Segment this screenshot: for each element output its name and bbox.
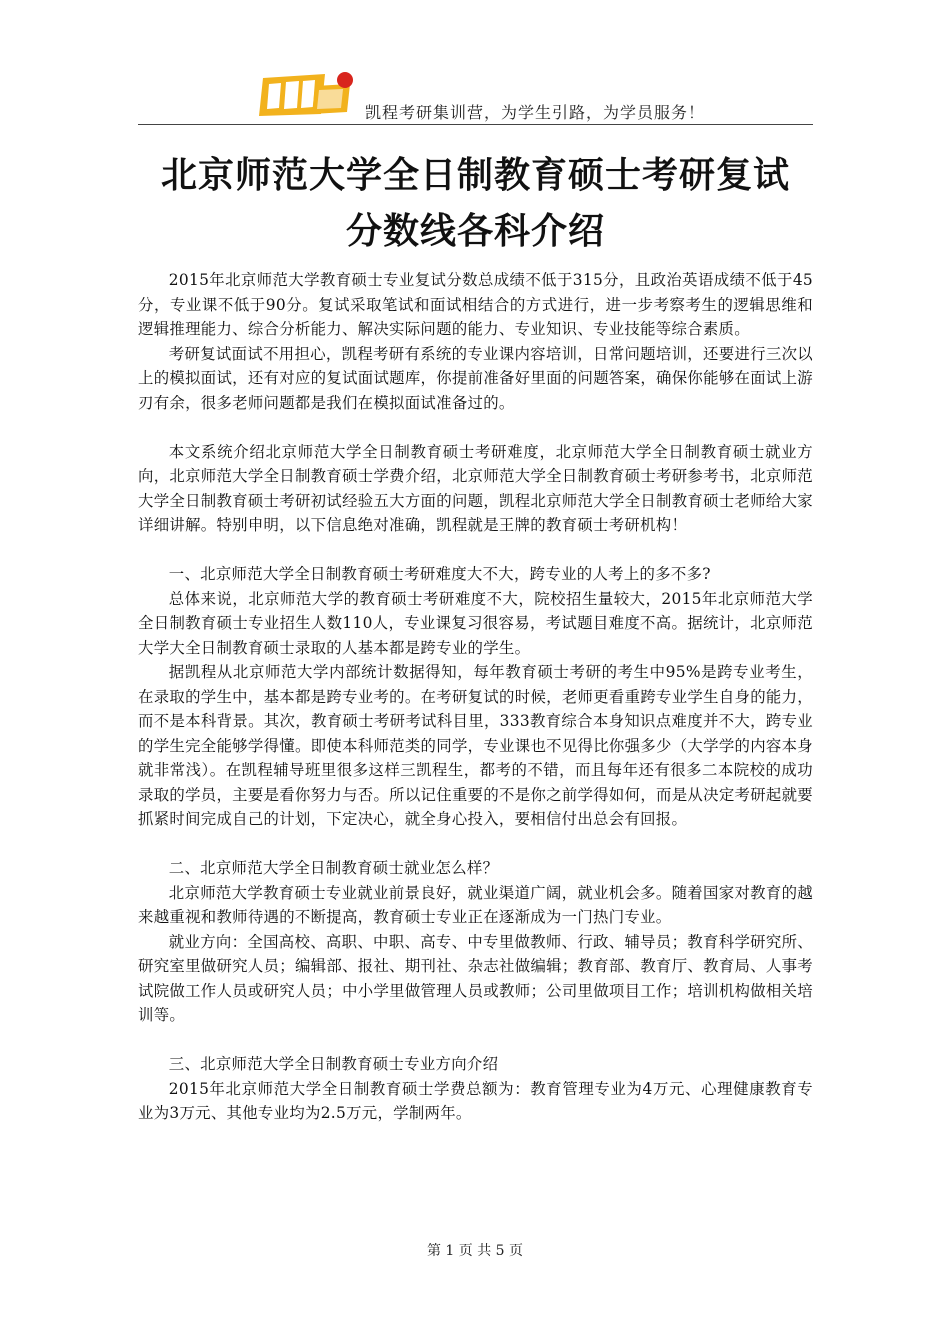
paragraph-employment-outlook: 北京师范大学教育硕士专业就业前景良好，就业渠道广阔，就业机会多。随着国家对教育的越来越重视和教师待遇的不断提高，教育硕士专业正在逐渐成为一门热门专业。	[138, 883, 813, 926]
paragraph-interview-prep: 考研复试面试不用担心，凯程考研有系统的专业课内容培训，日常问题培训，还要进行三次以上的模拟面试，还有对应的复试面试题库，你提前准备好里面的问题答案，确保你能够在面试上游刃有余，很多老师问题都是我们在模拟面试准备过的。	[138, 344, 813, 412]
paragraph-gap	[138, 538, 813, 563]
document-body	[138, 268, 813, 1126]
title-line-2: 分数线各科介绍	[345, 211, 605, 252]
title-line-1: 北京师范大学全日制教育硕士考研复试	[160, 155, 790, 196]
section-heading-difficulty: 一、北京师范大学全日制教育硕士考研难度大不大，跨专业的人考上的多不多?	[168, 565, 711, 583]
document-title	[138, 148, 813, 260]
paragraph-score-requirements: 2015年北京师范大学教育硕士专业复试分数总成绩不低于315分，且政治英语成绩不低于45分，专业课不低于90分。复试采取笔试和面试相结合的方式进行，进一步考察考生的逻辑思维和逻辑推理能力、综合分析能力、解决实际问题的能力、专业知识、专业技能等综合素质。	[138, 271, 813, 338]
paragraph-gap	[138, 415, 813, 440]
page-number: 第 1 页 共 5 页	[426, 1243, 524, 1259]
section-heading-majors: 三、北京师范大学全日制教育硕士专业方向介绍	[168, 1055, 499, 1073]
header-tagline: 凯程考研集训营，为学生引路，为学员服务！	[365, 103, 706, 122]
paragraph-tuition: 2015年北京师范大学全日制教育硕士学费总额为：教育管理专业为4万元、心理健康教育专业为3万元、其他专业均为2.5万元，学制两年。	[138, 1079, 813, 1122]
paragraph-gap	[138, 1028, 813, 1053]
paragraph-difficulty-summary: 总体来说，北京师范大学的教育硕士考研难度不大，院校招生量较大，2015年北京师范大学全日制教育硕士专业招生人数110人，专业课复习很容易，考试题目难度不高。据统计，北京师范大学大全日制教育硕士录取的人基本都是跨专业的学生。	[138, 589, 813, 657]
paragraph-cross-major: 据凯程从北京师范大学内部统计数据得知，每年教育硕士考研的考生中95%是跨专业考生，在录取的学生中，基本都是跨专业考的。在考研复试的时候，老师更看重跨专业学生自身的能力，而不是本科背景。其次，教育硕士考研考试科目里，333教育综合本身知识点难度并不大，跨专业的学生完全能够学得懂。即使本科师范类的同学，专业课也不见得比你强多少（大学学的内容本身就非常浅）。在凯程辅导班里很多这样三凯程生，都考的不错，而且每年还有很多二本院校的成功录取的学员，主要是看你努力与否。所以记住重要的不是你之前学得如何，而是从决定考研起就要抓紧时间完成自己的计划，下定决心，就全身心投入，要相信付出总会有回报。	[138, 663, 813, 828]
page-header	[138, 60, 813, 125]
kaicheng-logo-icon	[255, 68, 355, 118]
paragraph-employment-directions: 就业方向：全国高校、高职、中职、高专、中专里做教师、行政、辅导员；教育科学研究所、研究室里做研究人员；编辑部、报社、期刊社、杂志社做编辑；教育部、教育厅、教育局、人事考试院做工作人员或研究人员；中小学里做管理人员或教师；公司里做项目工作；培训机构做相关培训等。	[138, 932, 813, 1024]
paragraph-gap	[138, 832, 813, 857]
section-heading-employment: 二、北京师范大学全日制教育硕士就业怎么样？	[168, 859, 499, 877]
paragraph-overview: 本文系统介绍北京师范大学全日制教育硕士考研难度，北京师范大学全日制教育硕士就业方向，北京师范大学全日制教育硕士学费介绍，北京师范大学全日制教育硕士考研参考书，北京师范大学全日制教育硕士考研初试经验五大方面的问题，凯程北京师范大学全日制教育硕士老师给大家详细讲解。特别申明，以下信息绝对准确，凯程就是王牌的教育硕士考研机构！	[138, 442, 813, 534]
